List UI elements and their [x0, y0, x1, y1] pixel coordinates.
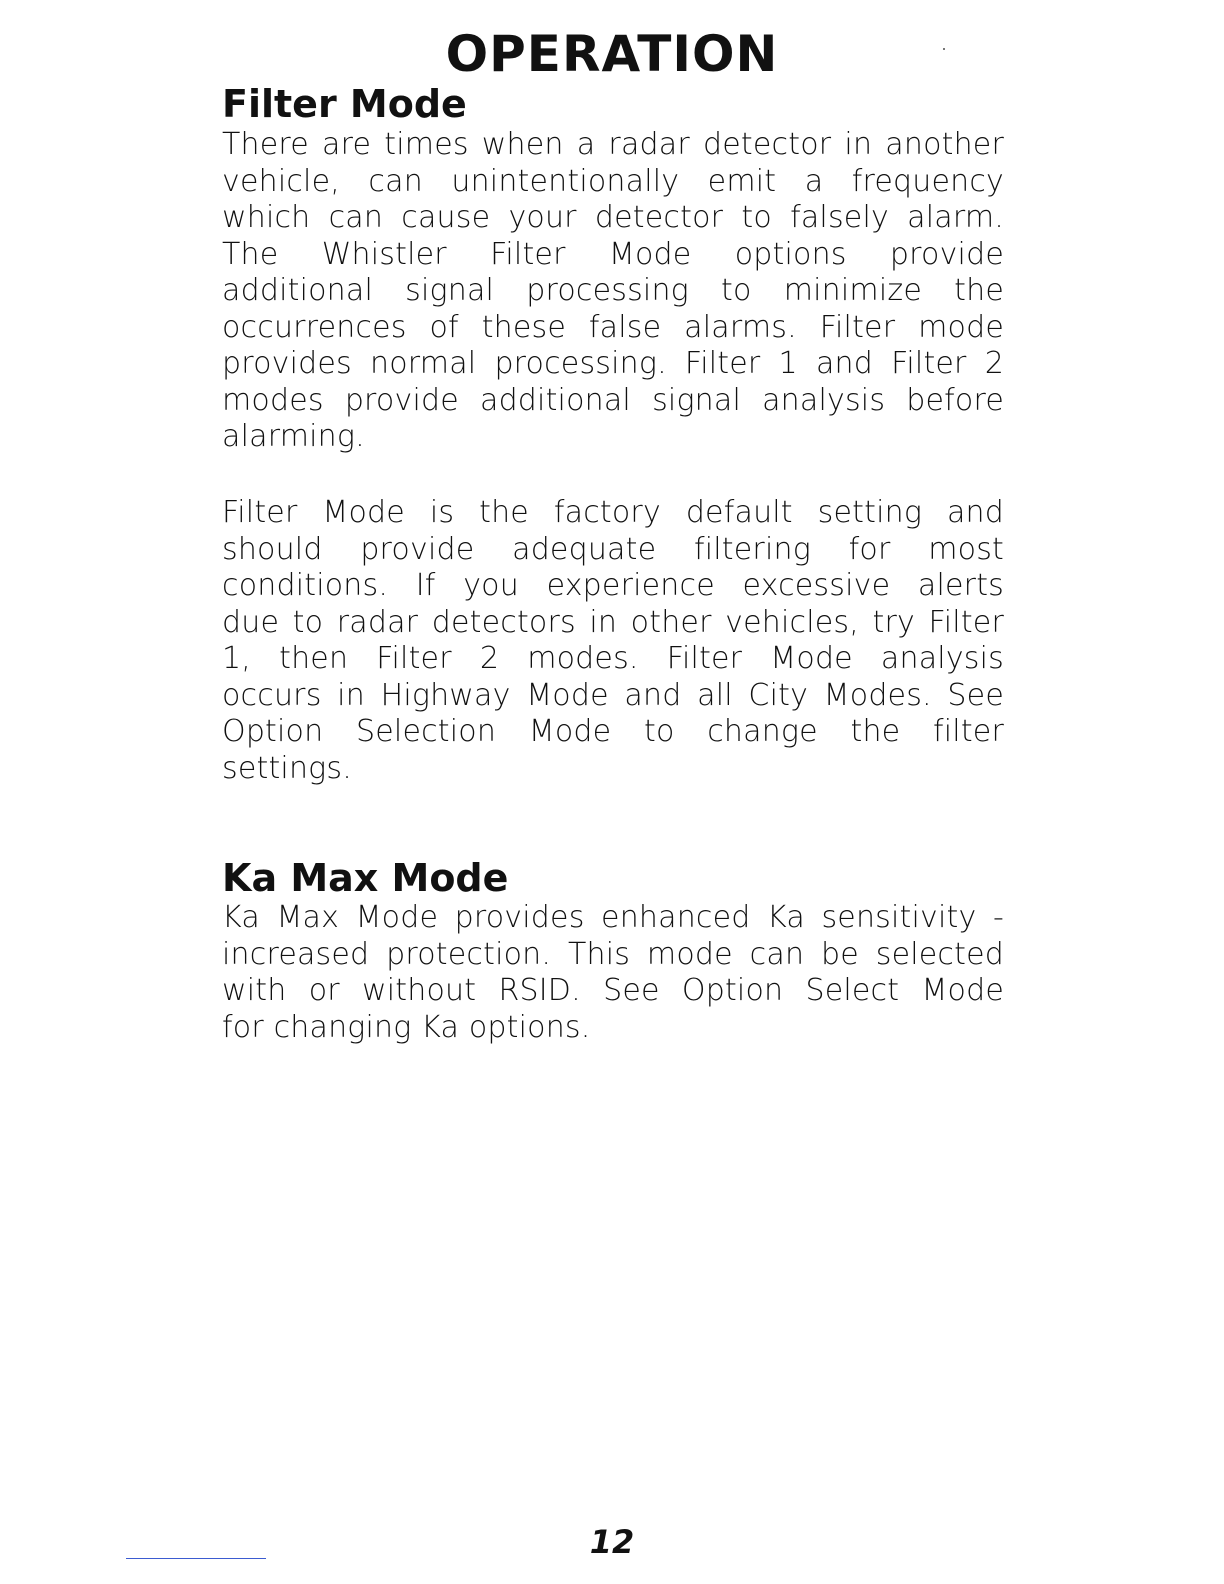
paragraph-line: should provide adequate filtering for most [222, 531, 1004, 567]
paragraph-line: vehicle, can unintentionally emit a frequency [222, 163, 1004, 199]
paragraph-line: due to radar detectors in other vehicles, try Filter [222, 604, 1004, 640]
paragraph-line: Option Selection Mode to change the filter [222, 714, 1004, 749]
filter-mode-paragraph-1 [222, 127, 1004, 456]
paragraph-line: occurs in Highway Mode and all City Modes. See [222, 677, 1004, 713]
paragraph-line: provides normal processing. Filter 1 and Filter 2 [222, 346, 1004, 381]
paragraph-line: with or without RSID. See Option Select Mode [222, 973, 1004, 1008]
paragraph-line: which can cause your detector to falsely alarm. [222, 200, 1004, 235]
paragraph-line: increased protection. This mode can be selected [222, 936, 1004, 972]
paragraph-line: Ka Max Mode provides enhanced Ka sensitivity - [222, 900, 1004, 935]
footer-rule [126, 1558, 266, 1559]
paragraph-line: occurrences of these false alarms. Filter mode [222, 309, 1004, 345]
scan-speck [943, 48, 945, 50]
paragraph-line: conditions. If you experience excessive alerts [222, 568, 1004, 603]
paragraph-line: additional signal processing to minimize the [222, 273, 1004, 308]
section-heading-ka-max-mode: Ka Max Mode [222, 856, 509, 900]
paragraph-line: 1, then Filter 2 modes. Filter Mode analysis [222, 641, 1004, 676]
ka-max-mode-paragraph [222, 900, 1004, 1046]
paragraph-line: modes provide additional signal analysis before [222, 382, 1004, 418]
paragraph-line: Filter Mode is the factory default setting and [222, 495, 1004, 530]
paragraph-line: There are times when a radar detector in another [222, 127, 1004, 162]
paragraph-line: for changing Ka options. [222, 1009, 591, 1045]
paragraph-line: alarming. [222, 419, 365, 454]
page-title: OPERATION [445, 25, 779, 83]
paragraph-line: The Whistler Filter Mode options provide [222, 236, 1004, 272]
paragraph-line: settings. [222, 750, 352, 786]
section-heading-filter-mode: Filter Mode [222, 82, 467, 126]
filter-mode-paragraph-2 [222, 495, 1004, 787]
page-number: 12 [589, 1523, 635, 1561]
